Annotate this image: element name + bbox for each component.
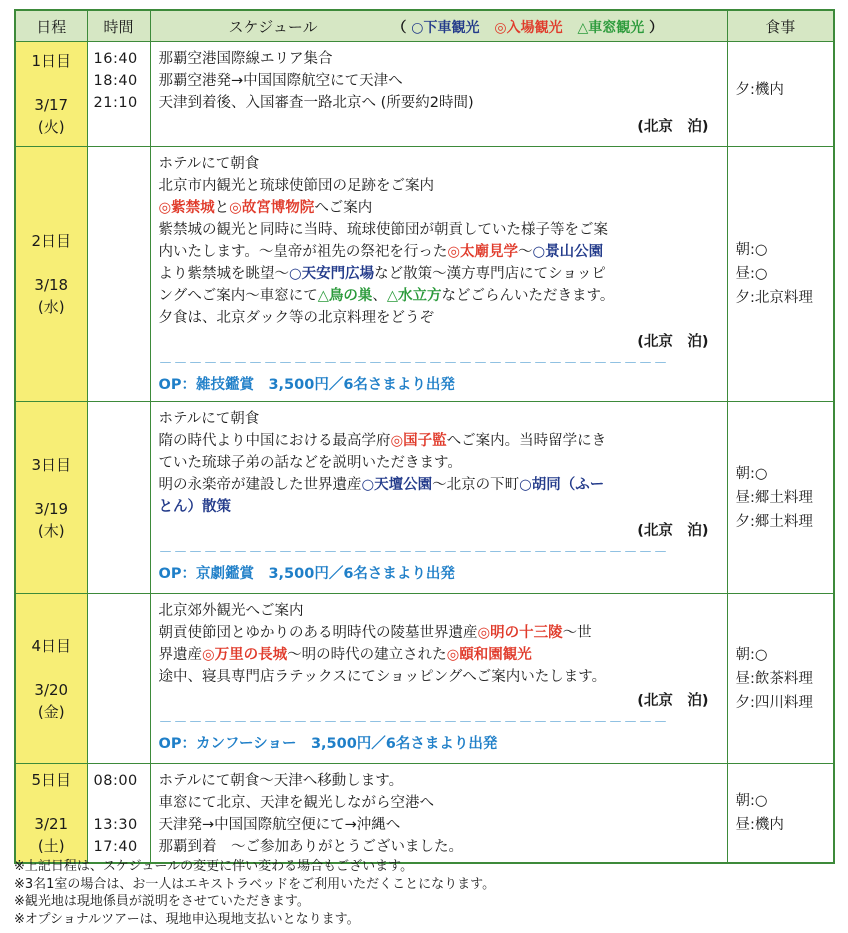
schedule-line — [159, 600, 719, 622]
schedule-line — [159, 836, 719, 858]
schedule-text: 車窓にて北京、天津を観光しながら空港へ — [158, 795, 434, 811]
time-list — [88, 594, 150, 600]
schedule-cell — [150, 594, 727, 764]
day-cell — [15, 594, 87, 764]
day-cell-content — [16, 44, 87, 145]
sightseeing-spot: ◎明の十三陵 — [477, 625, 563, 641]
meal-cell — [727, 42, 834, 147]
schedule-content — [151, 402, 727, 590]
schedule-line — [159, 175, 719, 197]
schedule-line — [159, 285, 719, 307]
schedule-line — [159, 770, 719, 792]
day-cell — [15, 147, 87, 402]
schedule-cell — [150, 42, 727, 147]
overnight-stay: (北京 泊) — [637, 523, 709, 539]
footnote: ※3名1室の場合は、お一人はエキストラベッドをご利用いただくことになります。 — [14, 876, 496, 892]
schedule-line — [159, 263, 719, 285]
day-date: 3/18 — [34, 276, 69, 294]
meal-entry: 朝:○ — [735, 242, 768, 258]
schedule-line — [159, 474, 719, 496]
time-entry: 17:40 — [93, 839, 138, 855]
time-entry: 13:30 — [93, 817, 138, 833]
schedule-line — [159, 622, 719, 644]
schedule-text: など散策～漢方専門店にてショッピ — [374, 266, 606, 282]
sightseeing-spot: △水立方 — [386, 288, 442, 304]
schedule-text: ングへご案内～車窓にて — [158, 288, 318, 304]
schedule-text: 途中、寝具専門店ラテックスにてショッピングへご案内いたします。 — [158, 669, 607, 685]
meal-cell — [727, 764, 834, 864]
sightseeing-spot: ◎紫禁城 — [158, 200, 215, 216]
footnote: ※観光地は現地係員が説明をさせていただきます。 — [14, 894, 310, 909]
schedule-text: 那覇到着 ～ご参加ありがとうございました。 — [158, 839, 463, 855]
meal-list — [728, 78, 834, 110]
schedule-line — [159, 241, 719, 263]
optional-tour: OP：京劇鑑賞 3,500円／6名さまより出発 — [158, 566, 455, 582]
day-cell — [15, 402, 87, 594]
schedule-text: 天津発→中国国際航空便にて→沖縄へ — [158, 817, 401, 833]
day-row — [15, 402, 834, 594]
day-label: 5日目 — [31, 771, 72, 789]
footnote: ※オプショナルツアーは、現地申込現地支払いとなります。 — [14, 911, 360, 927]
time-column-header: 時間 — [87, 10, 150, 42]
schedule-text: などごらんいただきます。 — [441, 288, 615, 304]
sightseeing-spot: とん）散策 — [158, 499, 231, 515]
time-entry: 21:10 — [93, 95, 138, 111]
sightseeing-spot: ○景山公園 — [532, 244, 604, 260]
meal-entry: 昼:飲茶料理 — [735, 670, 813, 687]
schedule-text: ～明の時代の建立された — [287, 647, 447, 663]
time-entry: 18:40 — [93, 73, 138, 89]
schedule-text: 朝貢使節団とゆかりのある明時代の陵墓世界遺産 — [158, 625, 478, 641]
day-cell-content — [16, 596, 87, 762]
sightseeing-spot: ○胡同（ふー — [519, 477, 605, 493]
day-weekday: (木) — [37, 521, 65, 540]
sightseeing-spot: ◎万里の長城 — [202, 647, 288, 663]
day-date: 3/19 — [34, 499, 69, 518]
schedule-line — [159, 408, 719, 430]
day-weekday: (水) — [37, 298, 65, 316]
schedule-text: 北京市内観光と琉球使節団の足跡をご案内 — [158, 178, 434, 194]
meal-list — [728, 462, 834, 534]
day-date: 3/20 — [34, 680, 69, 699]
schedule-text: へご案内 — [314, 200, 373, 216]
time-entry: 08:00 — [93, 773, 138, 789]
sightseeing-spot: ○天安門広場 — [289, 266, 375, 282]
day-cell-content — [16, 769, 87, 857]
day-row — [15, 764, 834, 864]
legend — [392, 17, 663, 37]
schedule-text: と — [214, 200, 230, 216]
time-cell — [87, 402, 150, 594]
legend-window: △車窓観光 — [577, 19, 645, 36]
day-label: 2日目 — [31, 232, 72, 250]
overnight-stay: (北京 泊) — [637, 334, 709, 350]
optional-tour: OP：カンフーショー 3,500円／6名さまより出発 — [158, 736, 498, 752]
time-cell — [87, 147, 150, 402]
schedule-content — [151, 764, 727, 862]
schedule-text: ～北京の下町 — [432, 477, 520, 493]
day-row — [15, 42, 834, 147]
schedule-text: ～世 — [562, 625, 592, 641]
meal-list — [728, 643, 834, 715]
schedule-cell — [150, 147, 727, 402]
sightseeing-spot: ◎頤和園観光 — [446, 647, 532, 663]
meal-entry: 朝:○ — [735, 465, 768, 482]
schedule-text: 内いたします。～皇帝が祖先の祭祀を行った — [158, 244, 448, 260]
day-cell-content — [16, 150, 87, 398]
schedule-line — [159, 814, 719, 836]
legend-close-paren: ） — [649, 19, 664, 36]
schedule-heading: スケジュール — [228, 17, 318, 36]
time-list — [88, 764, 150, 858]
time-list — [88, 42, 150, 114]
schedule-line — [159, 452, 719, 474]
schedule-text: ホテルにて朝食 — [158, 156, 260, 172]
meal-list — [728, 238, 834, 310]
footnotes — [14, 858, 495, 928]
schedule-cell — [150, 764, 727, 864]
day-label: 1日目 — [31, 52, 72, 70]
sightseeing-spot: ◎故宮博物院 — [229, 200, 315, 216]
overnight-stay: (北京 泊) — [637, 693, 709, 709]
schedule-content — [151, 42, 727, 144]
meal-entry: 朝:○ — [735, 646, 768, 663]
day-row — [15, 594, 834, 764]
day-cell — [15, 42, 87, 147]
time-cell — [87, 42, 150, 147]
meal-entry: 昼:○ — [735, 266, 768, 282]
dashed-divider: －－－－－－－－－－－－－－－－－－－－－－－－－－－－－－－－－－ — [158, 715, 669, 731]
optional-tour: OP：雑技鑑賞 3,500円／6名さまより出発 — [158, 377, 455, 393]
schedule-text: 那覇空港国際線エリア集合 — [158, 51, 333, 67]
meal-cell — [727, 594, 834, 764]
schedule-line — [159, 153, 719, 175]
table-header-row — [15, 10, 834, 42]
schedule-column-header — [150, 10, 727, 42]
day-label: 3日目 — [31, 455, 72, 474]
sightseeing-spot: ○天壇公園 — [361, 477, 433, 493]
legend-drive-by: ○下車観光 — [411, 19, 480, 36]
meal-entry: 夕:北京料理 — [735, 290, 813, 306]
meal-entry: 夕:四川料理 — [735, 694, 813, 711]
meal-column-header: 食事 — [727, 10, 834, 42]
itinerary-table — [14, 9, 835, 864]
schedule-text: 隋の時代より中国における最高学府 — [158, 433, 391, 449]
day-weekday: (火) — [37, 118, 65, 136]
footnote: ※上記日程は、スケジュールの変更に伴い変わる場合もございます。 — [14, 859, 414, 874]
day-label: 4日目 — [31, 636, 72, 655]
meal-list — [728, 789, 834, 837]
schedule-line — [159, 219, 719, 241]
time-cell — [87, 764, 150, 864]
legend-open-paren: （ — [392, 19, 407, 36]
meal-entry: 昼:機内 — [735, 817, 784, 833]
schedule-line — [159, 792, 719, 814]
schedule-line — [159, 197, 719, 219]
time-list — [88, 147, 150, 153]
meal-entry: 昼:郷土料理 — [735, 489, 813, 506]
schedule-text: へご案内。当時留学にき — [446, 433, 607, 449]
schedule-line — [159, 70, 719, 92]
schedule-text: 天津到着後、入国審査一路北京へ (所要約2時間) — [158, 95, 474, 111]
schedule-text: 紫禁城の観光と同時に当時、琉球使節団が朝貢していた様子等をご案 — [158, 222, 608, 238]
meal-cell — [727, 402, 834, 594]
schedule-content — [151, 147, 727, 401]
schedule-text: 界遺産 — [158, 647, 202, 663]
meal-entry: 朝:○ — [735, 793, 768, 809]
dashed-divider: －－－－－－－－－－－－－－－－－－－－－－－－－－－－－－－－－－ — [158, 356, 669, 372]
time-entry — [94, 792, 150, 814]
dashed-divider: －－－－－－－－－－－－－－－－－－－－－－－－－－－－－－－－－－ — [158, 545, 669, 561]
schedule-text: ていた琉球子弟の話などを説明いただきます。 — [158, 455, 462, 471]
day-date: 3/21 — [34, 815, 69, 833]
schedule-text: ホテルにて朝食 — [158, 411, 260, 427]
sightseeing-spot: ◎国子監 — [390, 433, 447, 449]
overnight-stay: (北京 泊) — [637, 119, 709, 135]
day-column-header: 日程 — [15, 10, 87, 42]
schedule-text: 、 — [372, 288, 387, 304]
sightseeing-spot: ◎太廟見学 — [447, 244, 518, 260]
meal-entry: 夕:機内 — [735, 82, 784, 98]
meal-entry: 夕:郷土料理 — [735, 513, 813, 530]
sightseeing-spot: △鳥の巣 — [317, 288, 373, 304]
meal-cell — [727, 147, 834, 402]
schedule-text: ホテルにて朝食～天津へ移動します。 — [158, 773, 404, 789]
time-cell — [87, 594, 150, 764]
day-cell-content — [16, 404, 87, 592]
schedule-text: ～ — [518, 244, 533, 260]
schedule-line — [159, 496, 719, 518]
time-list — [88, 402, 150, 408]
schedule-text: より紫禁城を眺望～ — [158, 266, 289, 282]
schedule-line — [159, 48, 719, 70]
schedule-content — [151, 594, 727, 760]
schedule-text: 那覇空港発→中国国際航空にて天津へ — [158, 73, 403, 89]
day-row — [15, 147, 834, 402]
schedule-text: 北京郊外観光へご案内 — [158, 603, 304, 619]
day-weekday: (金) — [37, 702, 65, 721]
day-weekday: (土) — [37, 837, 65, 855]
time-entry: 16:40 — [93, 51, 138, 67]
schedule-cell — [150, 402, 727, 594]
schedule-line — [159, 92, 719, 114]
legend-entry: ◎入場観光 — [494, 19, 563, 36]
schedule-line — [159, 644, 719, 666]
schedule-line — [159, 307, 719, 329]
schedule-line — [159, 666, 719, 688]
day-cell — [15, 764, 87, 864]
schedule-text: 明の永楽帝が建設した世界遺産 — [158, 477, 362, 493]
day-date: 3/17 — [34, 96, 69, 114]
schedule-text: 夕食は、北京ダック等の北京料理をどうぞ — [158, 310, 434, 326]
schedule-line — [159, 430, 719, 452]
